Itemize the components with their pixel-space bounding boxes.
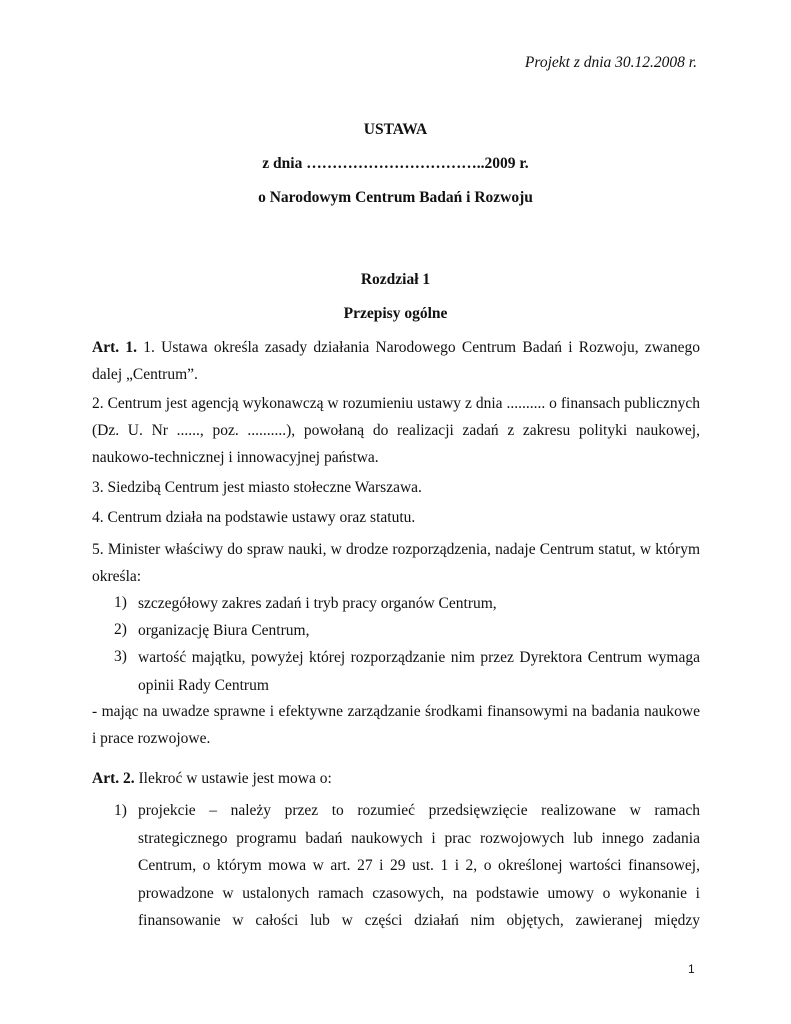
art1-p2-line2: (Dz. U. Nr ......, poz. ..........), powołaną do realizacji zadań z zakresu polityki naukowej, [92,422,700,439]
art2-label: Art. 2. [92,770,135,787]
art1-p1-line2: dalej „Centrum”. [92,366,198,383]
act-title: USTAWA [363,121,428,138]
art2-intro [92,765,700,792]
list-item-number: 1) [114,802,127,819]
art1-paragraph-2 [92,390,700,471]
art1-paragraph-4: 4. Centrum działa na podstawie ustawy oraz statutu. [92,509,416,526]
art1-paragraph-3: 3. Siedzibą Centrum jest miasto stołeczne Warszawa. [92,479,422,496]
list-item-line: opinii Rady Centrum [138,676,269,694]
act-subject: o Narodowym Centrum Badań i Rozwoju [258,189,533,206]
art1-closing-line2: i prace rozwojowe. [92,730,211,747]
act-date: z dnia ……………………………..2009 r. [262,155,529,172]
art1-label: Art. 1. [92,339,137,356]
art1-p2-line3: naukowo-technicznej i innowacyjnej państwa. [92,449,379,466]
list-item-number: 3) [114,648,127,665]
art1-closing-line1: - mając na uwadze sprawne i efektywne zarządzanie środkami finansowymi na badania naukowe [92,703,700,720]
chapter-number: Rozdział 1 [360,271,431,288]
chapter-name: Przepisy ogólne [343,305,448,322]
art2-intro-text: Ilekroć w ustawie jest mowa o: [138,770,332,787]
art1-p2-line1: 2. Centrum jest agencją wykonawczą w rozumieniu ustawy z dnia .......... o finansach publicznych [92,395,700,412]
list-item-text [138,644,700,699]
list-item-line: finansowanie w całości lub w części działań nim objętych, zawieranej między [138,912,700,929]
art1-p1-line1: 1. Ustawa określa zasady działania Narodowego Centrum Badań i Rozwoju, zwanego [143,339,700,356]
art1-paragraph-5 [92,536,700,590]
list-item-text: organizację Biura Centrum, [138,622,310,639]
list-item-number: 2) [114,621,127,638]
list-item-text: szczegółowy zakres zadań i tryb pracy organów Centrum, [138,595,497,612]
page-number: 1 [688,962,695,976]
list-item-line: prowadzone w ustalonych ramach czasowych, na podstawie umowy o wykonanie i [138,884,700,902]
list-item-number: 1) [114,594,127,611]
art1-closing [92,698,700,752]
list-item-line: strategicznego programu badań naukowych i prac rozwojowych lub innego zadania [138,829,700,847]
art1-p5-line2: określa: [92,568,142,585]
list-item-line: wartość majątku, powyżej której rozporządzanie nim przez Dyrektora Centrum wymaga [138,649,700,666]
list-item-line: projekcie – należy przez to rozumieć przedsięwzięcie realizowane w ramach [138,802,700,819]
art1-p5-line1: 5. Minister właściwy do spraw nauki, w drodze rozporządzenia, nadaje Centrum statut, w którym [92,541,700,558]
art1-paragraph-1 [92,334,700,388]
list-item-line: Centrum, o którym mowa w art. 27 i 29 ust. 1 i 2, o określonej wartości finansowej, [138,857,700,874]
list-item-text [138,797,700,935]
draft-note: Projekt z dnia 30.12.2008 r. [524,54,697,71]
